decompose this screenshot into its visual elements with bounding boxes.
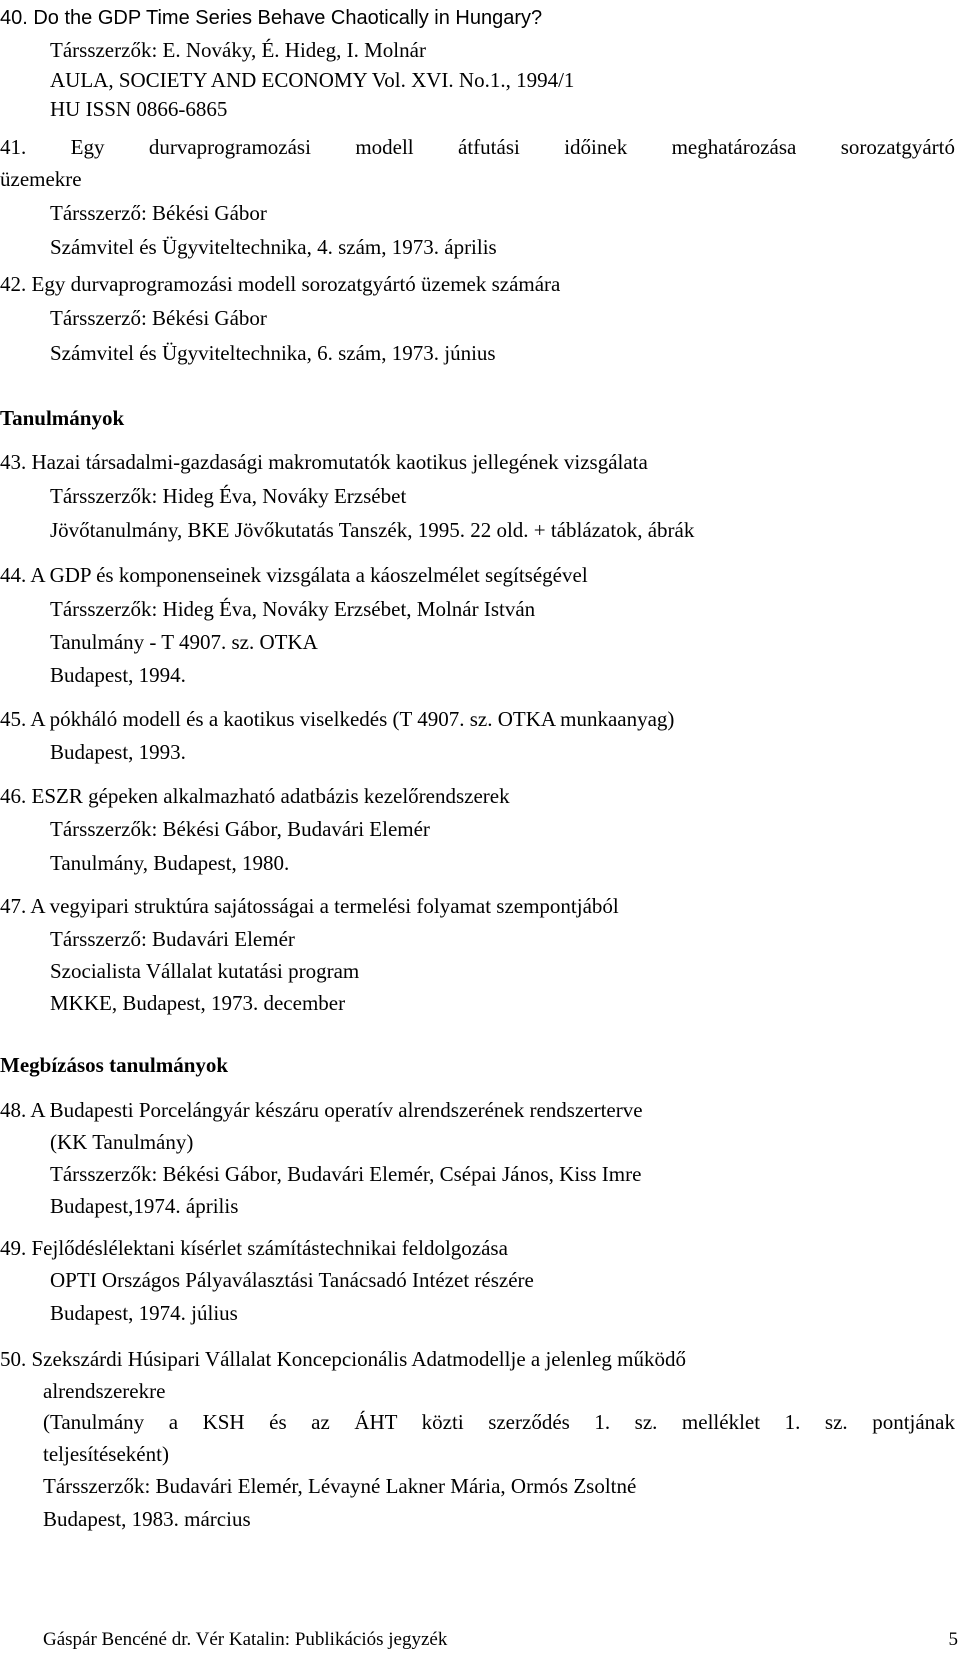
entry-44-place: Budapest, 1994. [50, 663, 186, 687]
entry-49-title: 49. Fejlődéslélektani kísérlet számítástechnikai feldolgozása [0, 1236, 508, 1260]
entry-43-source: Jövőtanulmány, BKE Jövőkutatás Tanszék, 1995. 22 old. + táblázatok, ábrák [50, 518, 695, 542]
entry-48-place: Budapest,1974. április [50, 1194, 239, 1218]
entry-49-place: Budapest, 1974. július [50, 1301, 238, 1325]
entry-50-coauthors: Társszerzők: Budavári Elemér, Lévayné Lakner Mária, Ormós Zsoltné [43, 1474, 637, 1498]
entry-41-title-cont: üzemekre [0, 167, 82, 191]
entry-50-title: 50. Szekszárdi Húsipari Vállalat Koncepcionális Adatmodellje a jelenleg működő [0, 1347, 687, 1371]
entry-47-coauthors: Társszerző: Budavári Elemér [50, 927, 295, 951]
entry-40-title: 40. Do the GDP Time Series Behave Chaotically in Hungary? [0, 7, 543, 29]
entry-44-title: 44. A GDP és komponenseinek vizsgálata a káoszelmélet segítségével [0, 563, 588, 587]
entry-48-coauthors: Társszerzők: Békési Gábor, Budavári Elemér, Csépai János, Kiss Imre [50, 1162, 642, 1186]
entry-42-title: 42. Egy durvaprogramozási modell sorozatgyártó üzemek számára [0, 272, 561, 296]
entry-48-title: 48. A Budapesti Porcelángyár készáru operatív alrendszerének rendszerterve [0, 1098, 643, 1122]
entry-47-program: Szocialista Vállalat kutatási program [50, 959, 360, 983]
entry-50-note: (Tanulmány a KSH és az ÁHT közti szerződés 1. sz. melléklet 1. sz. pontjának [43, 1410, 955, 1434]
entry-46-source: Tanulmány, Budapest, 1980. [50, 851, 290, 875]
entry-50-note-cont: teljesítéseként) [43, 1442, 169, 1466]
section-heading-tanulmanyok: Tanulmányok [0, 406, 125, 430]
entry-49-client: OPTI Országos Pályaválasztási Tanácsadó Intézet részére [50, 1268, 534, 1292]
entry-47-title: 47. A vegyipari struktúra sajátosságai a termelési folyamat szempontjából [0, 894, 619, 918]
entry-46-coauthors: Társszerzők: Békési Gábor, Budavári Elemér [50, 817, 430, 841]
entry-44-source: Tanulmány - T 4907. sz. OTKA [50, 630, 318, 654]
entry-43-coauthors: Társszerzők: Hideg Éva, Nováky Erzsébet [50, 484, 407, 508]
entry-41-coauthors: Társszerző: Békési Gábor [50, 201, 267, 225]
entry-42-coauthors: Társszerző: Békési Gábor [50, 306, 267, 330]
entry-42-source: Számvitel és Ügyviteltechnika, 6. szám, 1973. június [50, 341, 496, 365]
entry-41-source: Számvitel és Ügyviteltechnika, 4. szám, 1973. április [50, 235, 497, 259]
entry-47-place: MKKE, Budapest, 1973. december [50, 991, 346, 1015]
entry-48-note: (KK Tanulmány) [50, 1130, 194, 1154]
entry-46-title: 46. ESZR gépeken alkalmazható adatbázis kezelőrendszerek [0, 784, 510, 808]
entry-40-coauthors: Társszerzők: E. Nováky, É. Hideg, I. Molnár [50, 38, 426, 62]
entry-40-source: AULA, SOCIETY AND ECONOMY Vol. XVI. No.1., 1994/1 [50, 68, 575, 92]
entry-41-title: 41. Egy durvaprogramozási modell átfutási időinek meghatározása sorozatgyártó [0, 135, 955, 159]
entry-45-title: 45. A pókháló modell és a kaotikus viselkedés (T 4907. sz. OTKA munkaanyag) [0, 707, 675, 731]
entry-45-place: Budapest, 1993. [50, 740, 186, 764]
entry-50-place: Budapest, 1983. március [43, 1507, 251, 1531]
entry-43-title: 43. Hazai társadalmi-gazdasági makromutatók kaotikus jellegének vizsgálata [0, 450, 648, 474]
footer-text: Gáspár Bencéné dr. Vér Katalin: Publikációs jegyzék [43, 1629, 448, 1650]
entry-50-title-cont: alrendszerekre [43, 1379, 166, 1403]
page-number: 5 [948, 1629, 958, 1650]
entry-44-coauthors: Társszerzők: Hideg Éva, Nováky Erzsébet, Molnár István [50, 597, 536, 621]
entry-40-issn: HU ISSN 0866-6865 [50, 97, 228, 121]
page-footer [43, 1628, 958, 1652]
section-heading-megbizasos: Megbízásos tanulmányok [0, 1053, 229, 1077]
